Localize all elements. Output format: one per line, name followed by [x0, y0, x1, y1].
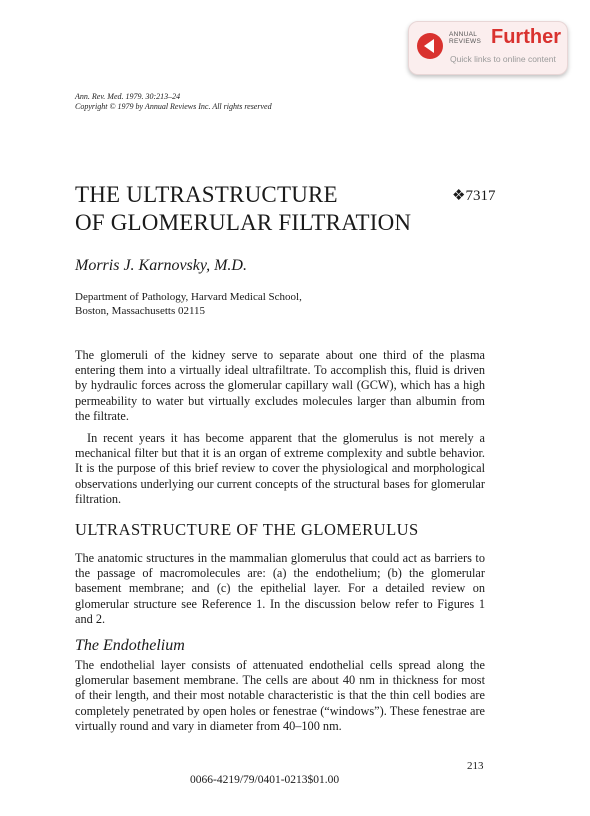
annual-reviews-further-badge[interactable]: [408, 21, 568, 75]
annual-reviews-logo-icon: [417, 33, 443, 59]
article-code: ❖7317: [452, 188, 496, 204]
badge-subtitle: Quick links to online content: [450, 54, 556, 64]
body-paragraph-3: The anatomic structures in the mammalian glomerulus that could act as barriers to the passage of macromolecules are: (a) the endothelium; (b) the glomerular basement membrane; and (c) the epithelial layer. For a detailed review on glomerular structure see Reference 1. In the discussion below refer to Figures 1 and 2.: [75, 551, 485, 626]
article-title-line1: THE ULTRASTRUCTURE: [75, 182, 338, 207]
section-heading-ultrastructure: ULTRASTRUCTURE OF THE GLOMERULUS: [75, 520, 419, 539]
article-title-line2: OF GLOMERULAR FILTRATION: [75, 210, 412, 235]
body-paragraph-4: The endothelial layer consists of attenuated endothelial cells spread along the glomerular basement membrane. The cells are about 40 nm in thickness for most of their length, and their most notable characteristic is that the thin cell bodies are completely penetrated by open holes or fenestrae (“windows”). These fenestrae are virtually round and vary in diameter from 40–100 nm.: [75, 658, 485, 733]
body-paragraph-1: The glomeruli of the kidney serve to separate about one third of the plasma entering them into a virtually ideal ultrafiltrate. To accomplish this, fluid is driven by hydraulic forces across the glomerular capillary wall (GCW), which has a high permeability to water but virtually excludes molecules larger than albumin from the filtrate.: [75, 348, 485, 423]
footer-code: 0066-4219/79/0401-0213$01.00: [190, 774, 340, 786]
subsection-heading-endothelium: The Endothelium: [75, 637, 185, 654]
author-name: Morris J. Karnovsky, M.D.: [75, 257, 247, 274]
body-paragraph-2: In recent years it has become apparent that the glomerulus is not merely a mechanical filter but that it is an organ of extreme complexity and subtle behavior. It is the purpose of this brief review to cover the physiological and morphological observations underlying our current concepts of the structural bases for glomerular filtration.: [75, 431, 485, 506]
citation-line: Ann. Rev. Med. 1979. 30:213–24: [75, 92, 181, 101]
badge-brand: [449, 31, 481, 45]
affiliation-line2: Boston, Massachusetts 02115: [75, 305, 206, 317]
badge-brand-line2: REVIEWS: [449, 38, 482, 45]
badge-brand-line1: ANNUAL: [449, 31, 478, 38]
affiliation-line1: Department of Pathology, Harvard Medical School,: [75, 291, 302, 303]
badge-further-label: Further: [491, 26, 561, 48]
page-number: 213: [467, 760, 484, 772]
copyright-line: Copyright © 1979 by Annual Reviews Inc. All rights reserved: [75, 102, 272, 111]
